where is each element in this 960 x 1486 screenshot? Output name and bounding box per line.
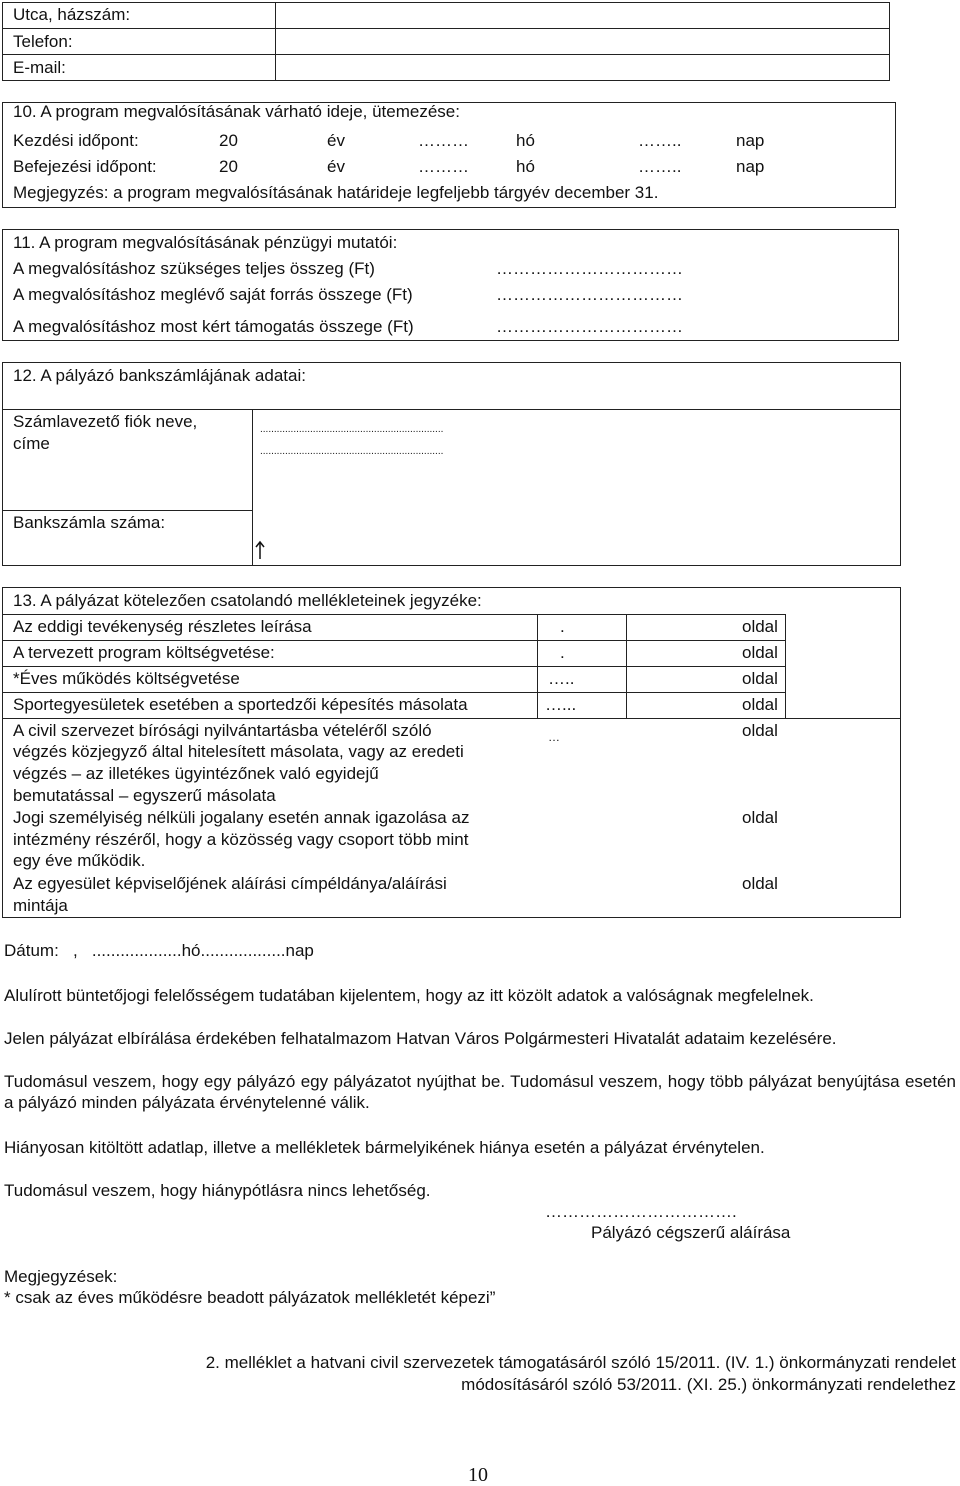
attachment-label: Jogi személyiség nélküli jogalany esetén annak igazolása az: [13, 808, 470, 827]
row-line: [2, 718, 901, 719]
row-line: [2, 614, 786, 615]
signature-label: Pályázó cégszerű aláírása: [591, 1223, 791, 1242]
page-number: 10: [468, 1464, 488, 1486]
attachment-label: bemutatással – egyszerű másolata: [13, 786, 276, 805]
end-date-label: Befejezési időpont:: [13, 157, 157, 176]
end-year-unit: év: [327, 157, 345, 176]
attachment-unit: oldal: [742, 695, 778, 714]
branch-dots-2: ..................................................................: [260, 446, 444, 457]
date-line: Dátum: , ...................hó..................nap: [4, 941, 314, 960]
contact-row-line: [2, 54, 890, 55]
col-line: [537, 614, 538, 718]
section12-heading: 12. A pályázó bankszámlájának adatai:: [13, 366, 306, 385]
branch-dots-1: ..................................................................: [260, 424, 444, 435]
section13-heading: 13. A pályázat kötelezően csatolandó mellékleteinek jegyzéke:: [13, 591, 482, 610]
contact-table: [2, 2, 890, 81]
statement-liability: Alulírott büntetőjogi felelősségem tudatában kijelentem, hogy az itt közölt adatok a valóságnak megfelelnek.: [4, 986, 814, 1005]
contact-email-label: E-mail:: [13, 58, 66, 77]
attachment-dots: .: [560, 643, 565, 662]
attachment-unit: oldal: [742, 721, 778, 740]
contact-address-label: Utca, házszám:: [13, 5, 131, 24]
attachment-label: A tervezett program költségvetése:: [13, 643, 275, 662]
attachment-unit: oldal: [742, 669, 778, 688]
notes-text: * csak az éves működésre beadott pályázatok mellékletét képezi”: [4, 1288, 496, 1307]
attachment-unit: oldal: [742, 617, 778, 636]
attachment-unit: oldal: [742, 874, 778, 893]
requested-support-label: A megvalósításhoz most kért támogatás összege (Ft): [13, 317, 414, 336]
col-line: [785, 614, 786, 718]
attachment-label: *Éves működés költségvetése: [13, 669, 240, 688]
attachment-label: végzés – az illetékes ügyintézőnek való egyidejű: [13, 764, 379, 783]
section10-heading: 10. A program megvalósításának várható ideje, ütemezése:: [13, 102, 460, 121]
start-date-label: Kezdési időpont:: [13, 131, 139, 150]
section12-box: [2, 362, 901, 566]
total-amount-label: A megvalósításhoz szükséges teljes összeg (Ft): [13, 259, 375, 278]
attachment-label: Sportegyesületek esetében a sportedzői képesítés másolata: [13, 695, 468, 714]
section12-divider: [252, 409, 253, 566]
row-line: [2, 640, 786, 641]
text-cursor-icon: [254, 540, 266, 560]
attachment-dots: .: [560, 617, 565, 636]
requested-support-value: ……………………………: [496, 317, 683, 336]
attachment-unit: oldal: [742, 808, 778, 827]
start-day-dots: ……..: [638, 131, 682, 150]
signature-dots: …………………………….: [545, 1202, 737, 1221]
footer-line-2: módosításáról szóló 53/2011. (XI. 25.) önkormányzati rendelethez: [461, 1375, 956, 1394]
attachment-dots: …: [548, 730, 560, 744]
end-month-dots: ………: [418, 157, 469, 176]
attachment-label: intézmény részéről, hogy a közösség vagy csoport több mint: [13, 830, 469, 849]
statement-no-correction: Tudomásul veszem, hogy hiánypótlásra nincs lehetőség.: [4, 1181, 431, 1200]
row-line: [2, 666, 786, 667]
statement-incomplete: Hiányosan kitöltött adatlap, illetve a mellékletek bármelyikének hiánya esetén a pályázat érvénytelen.: [4, 1138, 765, 1157]
end-month-unit: hó: [516, 157, 535, 176]
attachment-dots: …..: [548, 669, 575, 688]
own-source-label: A megvalósításhoz meglévő saját forrás összege (Ft): [13, 285, 413, 304]
attachment-unit: oldal: [742, 643, 778, 662]
contact-row-line: [2, 28, 890, 29]
contact-phone-label: Telefon:: [13, 32, 73, 51]
notes-heading: Megjegyzések:: [4, 1267, 118, 1286]
branch-label-1: Számlavezető fiók neve,: [13, 412, 198, 431]
start-month-unit: hó: [516, 131, 535, 150]
own-source-value: ……………………………: [496, 285, 683, 304]
section12-account-line: [2, 510, 253, 511]
col-line: [626, 614, 627, 718]
attachment-label: egy éve működik.: [13, 851, 146, 870]
section10-note: Megjegyzés: a program megvalósításának határideje legfeljebb tárgyév december 31.: [13, 183, 659, 202]
attachment-label: végzés közjegyző által hitelesített másolata, vagy az eredeti: [13, 742, 464, 761]
start-day-unit: nap: [736, 131, 765, 150]
attachment-label: Az eddigi tevékenység részletes leírása: [13, 617, 312, 636]
total-amount-value: ……………………………: [496, 259, 683, 278]
section11-heading: 11. A program megvalósításának pénzügyi mutatói:: [13, 233, 398, 252]
start-year: 20: [219, 131, 238, 150]
section12-heading-line: [2, 409, 901, 410]
account-number-label: Bankszámla száma:: [13, 513, 166, 532]
statement-data-consent: Jelen pályázat elbírálása érdekében felhatalmazom Hatvan Város Polgármesteri Hivatalát adataim kezelésére.: [4, 1029, 837, 1048]
end-year: 20: [219, 157, 238, 176]
footer-line-1: 2. melléklet a hatvani civil szervezetek támogatásáról szóló 15/2011. (IV. 1.) önkormányzati rendelet: [205, 1353, 956, 1372]
attachment-label: Az egyesület képviselőjének aláírási címpéldánya/aláírási: [13, 874, 447, 893]
row-line: [2, 692, 786, 693]
start-month-dots: ………: [418, 131, 469, 150]
attachment-label: A civil szervezet bírósági nyilvántartásba vételéről szóló: [13, 721, 432, 740]
start-year-unit: év: [327, 131, 345, 150]
attachment-label: mintája: [13, 896, 68, 915]
contact-divider: [275, 2, 276, 81]
end-day-dots: ……..: [638, 157, 682, 176]
statement-single-application: Tudomásul veszem, hogy egy pályázó egy pályázatot nyújthat be. Tudomásul veszem, hogy több pályázat benyújtása esetén a pályázó minden pályázata érvénytelenné válik.: [4, 1072, 956, 1112]
branch-label-2: címe: [13, 434, 50, 453]
attachment-dots: …...: [545, 695, 577, 714]
end-day-unit: nap: [736, 157, 765, 176]
